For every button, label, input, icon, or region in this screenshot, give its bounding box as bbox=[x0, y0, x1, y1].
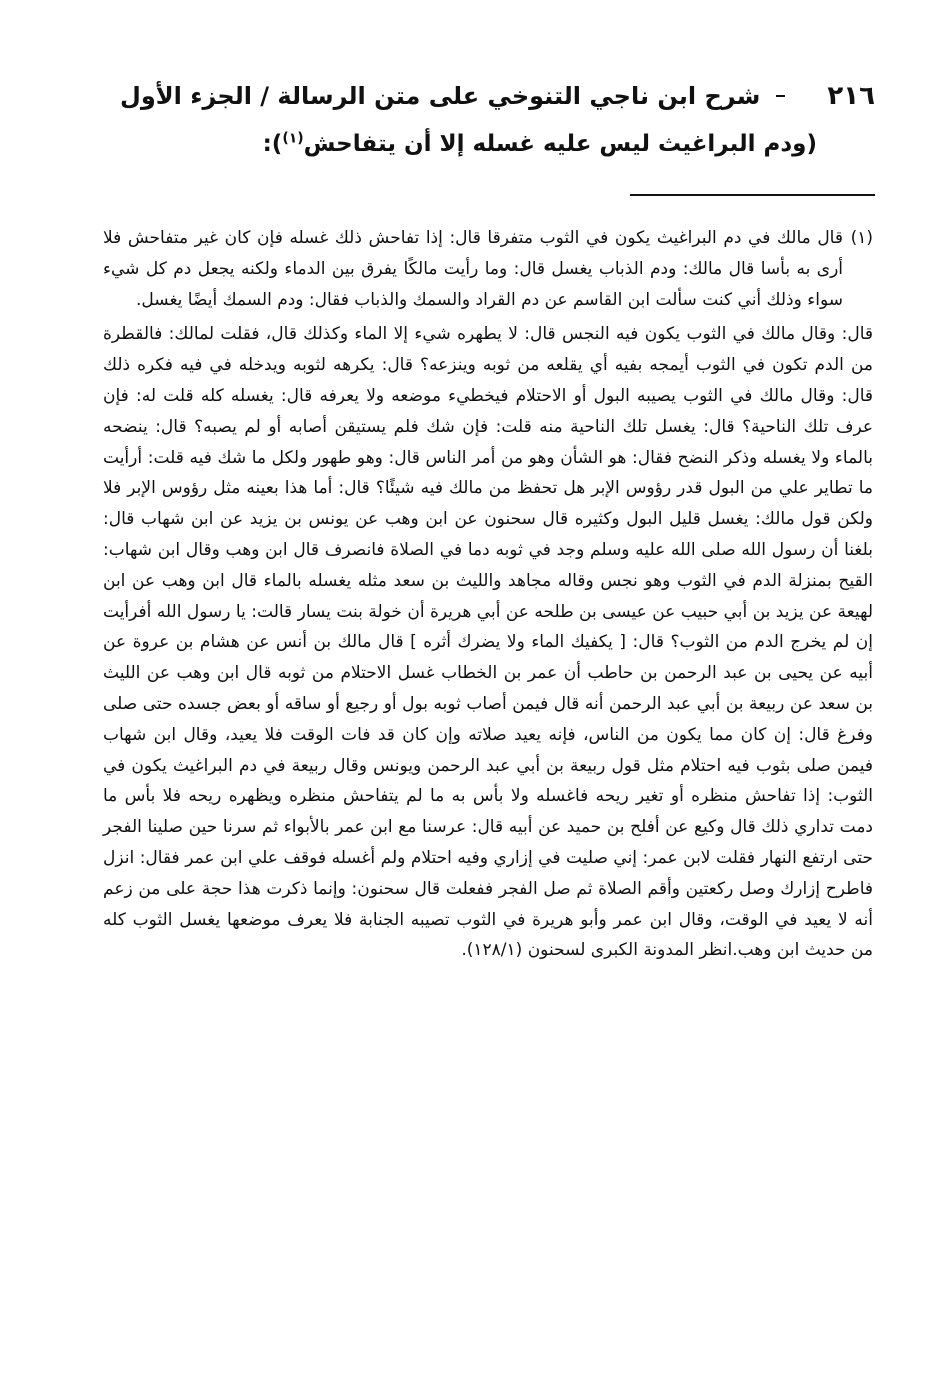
running-head bbox=[120, 74, 875, 118]
footnote-marker: (١) bbox=[850, 228, 873, 248]
footnote-paragraph-2 bbox=[103, 319, 873, 966]
page-number: ٢١٦ bbox=[827, 81, 875, 111]
footnote-paragraph-1 bbox=[103, 223, 873, 315]
header-rule bbox=[776, 95, 785, 97]
main-text-body: (ودم البراغيث ليس عليه غسله إلا أن يتفاحش bbox=[303, 131, 817, 157]
main-text-end: ): bbox=[262, 131, 283, 157]
footnotes-section bbox=[103, 223, 873, 970]
footnote-separator bbox=[630, 194, 875, 196]
footnote-text-2: قال: وقال مالك في الثوب يكون فيه النجس قال: لا يطهره شيء إلا الماء وكذلك قال، فقلت لمالك: فالقطرة من الدم تكون في الثوب أيمجه بفيه أي يقلعه من ثوبه وينزعه؟ قال: يكرهه لثوبه ويدخله في فيه فكره ذلك قال: وقال مالك في الثوب يصيبه البول أو الاحتلام فيخطيء موضعه ولا يعرفه قال: يغسله كله قلت له: فإن عرف تلك الناحية؟ قال: يغسل تلك الناحية منه قلت: فإن شك فلم يستيقن أصابه أو لم يصبه؟ قال: ينضحه بالماء ولا يغسله وذكر النضح فقال: هو الشأن وهو من أمر الناس قال: وهو طهور ولكل ما شك فيه قلت: أرأيت ما تطاير علي من البول قدر رؤوس الإبر هل تحفظ من مالك فيه شيئًا؟ قال: أما هذا بعينه مثل رؤوس الإبر فلا ولكن قول مالك: يغسل قليل البول وكثيره قال سحنون عن ابن وهب عن يونس بن يزيد عن ابن شهاب قال: بلغنا أن رسول الله صلى الله عليه وسلم وجد في ثوبه دما في الصلاة فانصرف قال ابن وهب وقال ابن شهاب: القيح بمنزلة الدم في الثوب وهو نجس وقاله مجاهد والليث بن سعد مثله يغسله بالماء قال ابن وهب عن ابن لهيعة عن يزيد بن أبي حبيب عن عيسى بن طلحه عن أبي هريرة أن خولة بنت يسار قالت: يا رسول الله أفرأيت إن لم يخرج الدم من الثوب؟ قال: [ يكفيك الماء ولا يضرك أثره ] قال مالك بن أنس عن هشام بن عروة عن أبيه عن يحيى بن عبد الرحمن بن حاطب أن عمر بن الخطاب غسل الاحتلام من ثوبه قال ابن وهب عن الليث بن سعد عن ربيعة بن أبي عبد الرحمن أنه قال فيمن أصاب ثوبه بول أو رجيع أو ساقه أو بعض جسده حتى صلى وفرغ قال: إن كان مما يكون من الناس، فإنه يعيد صلاته وإن كان قد فات الوقت فلا يعيد، وقال ابن شهاب فيمن صلى بثوب فيه احتلام مثل قول ربيعة بن أبي عبد الرحمن ويونس وقال ربيعة في دم البراغيث يكون في الثوب: إذا تفاحش منظره أو تغير ريحه فاغسله ولا بأس به ما لم يتفاحش منظره ويظهره ريحه فلا بأس ما دمت تداري ذلك قال وكيع عن أفلح بن حميد عن أبيه قال: عرسنا مع ابن عمر بالأبواء ثم سرنا حين صلينا الفجر حتى ارتفع النهار فقلت لابن عمر: إني صليت في إزاري وفيه احتلام ولم أغسله فوقف علي ابن عمر فقال: انزل فاطرح إزارك وصل ركعتين وأقم الصلاة ثم صل الفجر ففعلت قال سحنون: وإنما ذكرت هذا حجة على من زعم أنه لا يعيد في الوقت، وقال ابن عمر وأبو هريرة في الثوب تصيبه الجنابة فلا يعرف موضعها يغسل الثوب كله من حديث ابن وهب.انظر المدونة الكبرى لسحنون (١٢٨/١). bbox=[103, 324, 873, 961]
footnote-text-1: قال مالك في دم البراغيث يكون في الثوب متفرقا قال: إذا تفاحش ذلك غسله فإن كان غير متفاحش فلا أرى به بأسا قال مالك: ودم الذباب يغسل قال: وما رأيت مالكًا يفرق بين الدماء ولكنه يجعل دم كل شيء سواء وذلك أني كنت سألت ابن القاسم عن دم القراد والسمك والذباب فقال: ودم السمك أيضًا يغسل. bbox=[103, 228, 843, 310]
footnote-reference[interactable]: (١) bbox=[282, 130, 304, 147]
book-title: شرح ابن ناجي التنوخي على متن الرسالة / الجزء الأول bbox=[120, 82, 761, 110]
main-text bbox=[110, 124, 817, 164]
